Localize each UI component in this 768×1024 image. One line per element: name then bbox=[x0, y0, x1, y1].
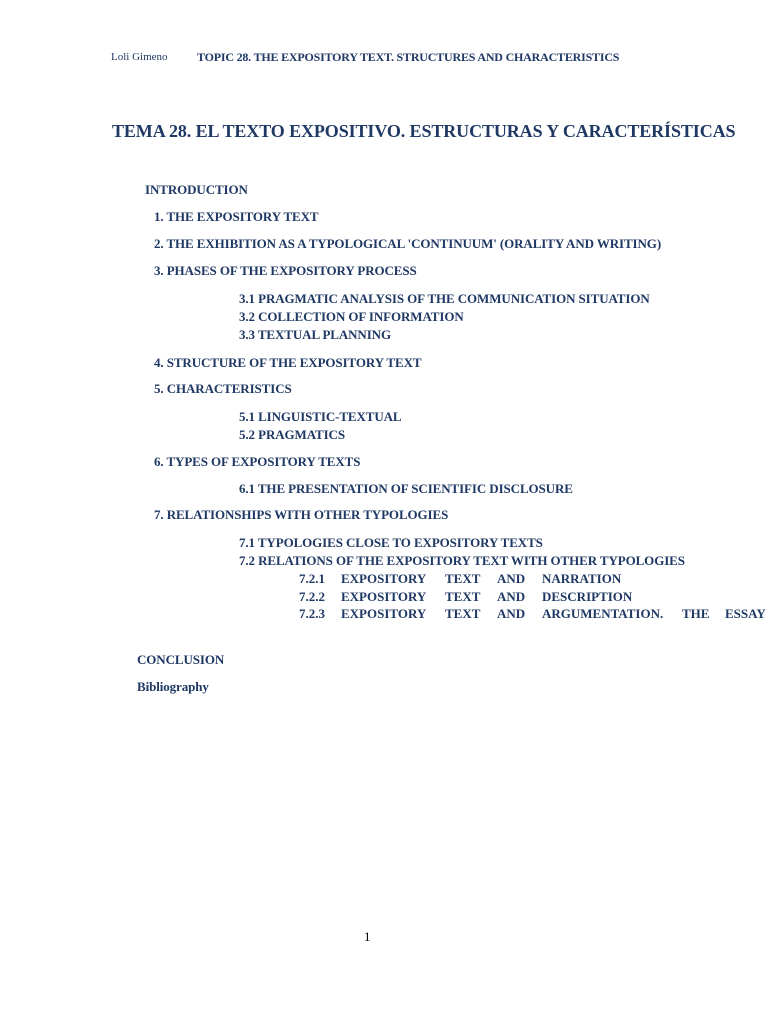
toc-number: 7.2.2 bbox=[299, 589, 325, 604]
toc-word: EXPOSITORY bbox=[341, 589, 427, 604]
toc-word: THE bbox=[682, 606, 710, 621]
toc-number: 7.2.3 bbox=[299, 606, 325, 621]
toc-word: EXPOSITORY bbox=[341, 606, 427, 621]
toc-section-2: 2. THE EXHIBITION AS A TYPOLOGICAL 'CONTINUUM' (ORALITY AND WRITING) bbox=[154, 236, 662, 251]
toc-section-1: 1. THE EXPOSITORY TEXT bbox=[154, 209, 319, 224]
toc-word: NARRATION bbox=[542, 571, 622, 586]
toc-word: TEXT bbox=[445, 606, 481, 621]
header-author: Loli Gimeno bbox=[111, 51, 168, 63]
toc-word: AND bbox=[497, 571, 526, 586]
toc-number: 7.2.1 bbox=[299, 571, 325, 586]
toc-section-5-1: 5.1 LINGUISTIC-TEXTUAL bbox=[239, 409, 402, 424]
toc-word: ARGUMENTATION. bbox=[542, 606, 664, 621]
toc-section-3-1: 3.1 PRAGMATIC ANALYSIS OF THE COMMUNICATION SITUATION bbox=[239, 291, 650, 306]
toc-section-7-2: 7.2 RELATIONS OF THE EXPOSITORY TEXT WITH OTHER TYPOLOGIES bbox=[239, 553, 685, 568]
toc-section-3-3: 3.3 TEXTUAL PLANNING bbox=[239, 327, 391, 342]
toc-section-7-2-3 bbox=[299, 606, 766, 622]
toc-word: TEXT bbox=[445, 589, 481, 604]
page-title: TEMA 28. EL TEXTO EXPOSITIVO. ESTRUCTURAS Y CARACTERÍSTICAS bbox=[112, 121, 736, 141]
toc-bibliography: Bibliography bbox=[137, 679, 209, 694]
toc-section-7-2-1 bbox=[299, 571, 621, 587]
toc-word: ESSAY bbox=[725, 606, 766, 621]
toc-section-6-1: 6.1 THE PRESENTATION OF SCIENTIFIC DISCLOSURE bbox=[239, 481, 573, 496]
toc-section-7-1: 7.1 TYPOLOGIES CLOSE TO EXPOSITORY TEXTS bbox=[239, 535, 543, 550]
header-topic: TOPIC 28. THE EXPOSITORY TEXT. STRUCTURES AND CHARACTERISTICS bbox=[197, 50, 620, 64]
toc-section-7-2-2 bbox=[299, 589, 632, 605]
toc-word: TEXT bbox=[445, 571, 481, 586]
toc-word: DESCRIPTION bbox=[542, 589, 633, 604]
toc-section-5-2: 5.2 PRAGMATICS bbox=[239, 427, 345, 442]
toc-section-5: 5. CHARACTERISTICS bbox=[154, 381, 292, 396]
toc-word: EXPOSITORY bbox=[341, 571, 427, 586]
toc-section-4: 4. STRUCTURE OF THE EXPOSITORY TEXT bbox=[154, 355, 422, 370]
toc-word: AND bbox=[497, 606, 526, 621]
page-number: 1 bbox=[364, 929, 371, 944]
toc-conclusion: CONCLUSION bbox=[137, 652, 225, 667]
toc-introduction: INTRODUCTION bbox=[145, 182, 248, 197]
toc-section-3-2: 3.2 COLLECTION OF INFORMATION bbox=[239, 309, 464, 324]
toc-word: AND bbox=[497, 589, 526, 604]
toc-section-7: 7. RELATIONSHIPS WITH OTHER TYPOLOGIES bbox=[154, 507, 449, 522]
toc-section-3: 3. PHASES OF THE EXPOSITORY PROCESS bbox=[154, 263, 417, 278]
toc-section-6: 6. TYPES OF EXPOSITORY TEXTS bbox=[154, 454, 361, 469]
